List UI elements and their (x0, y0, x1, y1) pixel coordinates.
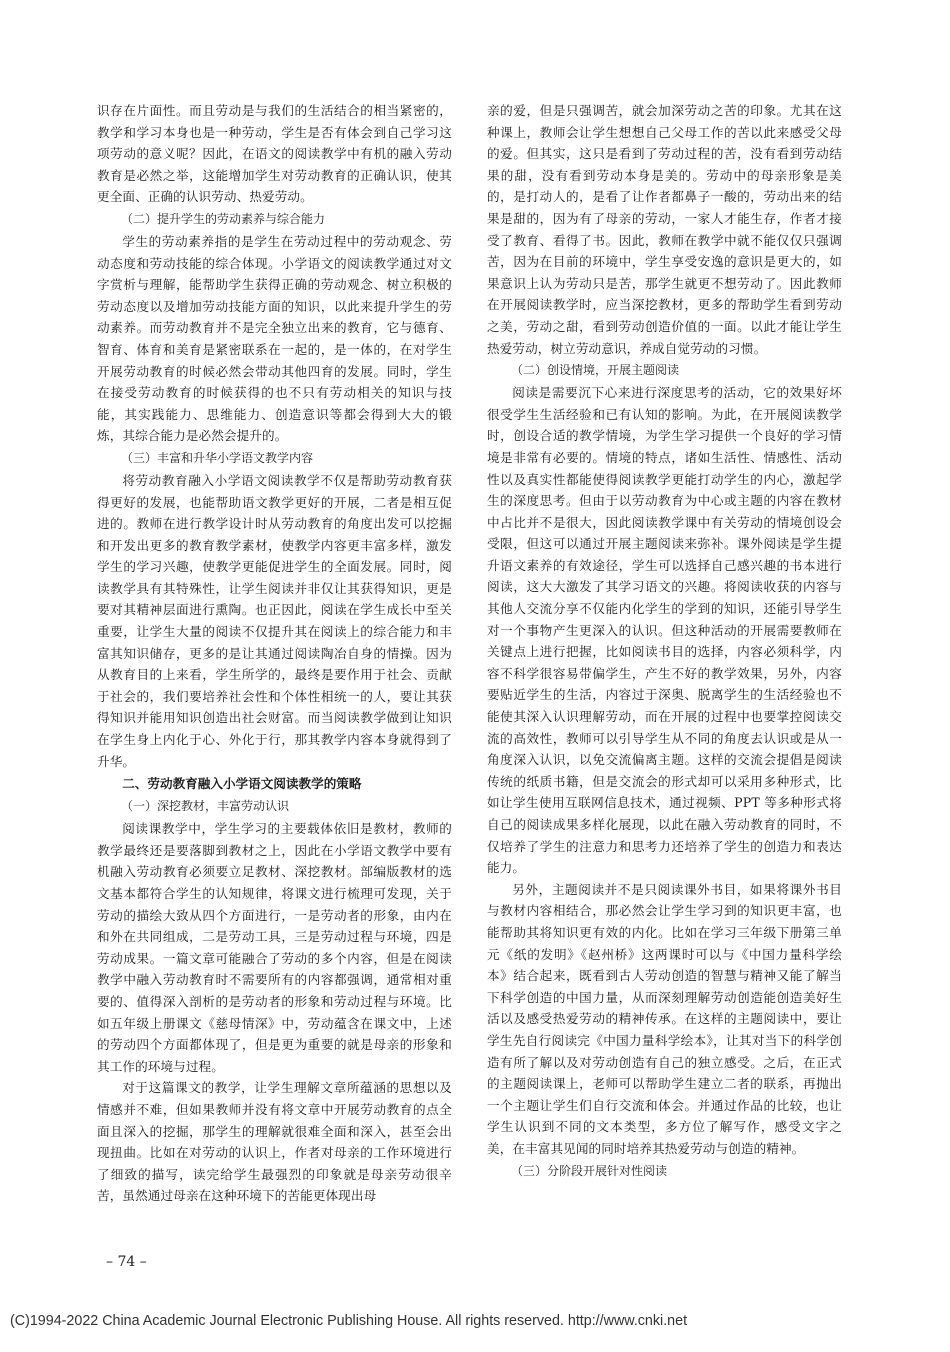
paragraph: 对于这篇课文的教学，让学生理解文章所蕴涵的思想以及情感并不难，但如果教师并没有将文章中开展劳动教育的点全面且深入的挖掘，那学生的理解就很难全面和深入，甚至会出现扭曲。比如在对劳动的认识上，作者对母亲的工作环境进行了细致的描写，读完给学生最强烈的印象就是母亲劳动很辛苦，虽然通过母亲在这种环境下的苦能更体现出母 (97, 1080, 452, 1204)
section-heading: 二、劳动教育融入小学语文阅读教学的策略 (122, 776, 362, 792)
paragraph: 识存在片面性。而且劳动是与我们的生活结合的相当紧密的，教学和学习本身也是一种劳动，学生是否有体会到自己学习这项劳动的意义呢？因此，在语文的阅读教学中有机的融入劳动教育是必然之举，这能增加学生对劳动教育的正确认识，使其更全面、正确的认识劳动、热爱劳动。 (97, 103, 452, 205)
left-column (97, 100, 452, 1207)
subsection-heading: （三）丰富和升华小学语文教学内容 (121, 450, 314, 465)
footer-copyright: (C)1994-2022 China Academic Journal Electronic Publishing House. All rights reserved. http://www.cnki.net (10, 1313, 688, 1329)
paragraph: 阅读是需要沉下心来进行深度思考的活动，它的效果好坏很受学生生活经验和已有认知的影响。为此，在开展阅读教学时，创设合适的教学情境，为学生学习提供一个良好的学习情境是非常有必要的。情境的特点，诸如生活性、情感性、活动性以及真实性都能使得阅读教学更能打动学生的内心，激起学生的深度思考。但由于以劳动教育为中心或主题的内容在教材中占比并不是很大，因此阅读教学课中有关劳动的情境创设会受限，但这可以通过开展主题阅读来弥补。课外阅读是学生提升语文素养的有效途径，学生可以选择自己感兴趣的书本进行阅读，这大大激发了其学习语文的兴趣。将阅读收获的内容与其他人交流分享不仅能内化学生的学到的知识，还能引导学生对一个事物产生更深入的认识。但这种活动的开展需要教师在关键点上进行把握，比如阅读书目的选择，内容必须科学，内容不科学很容易带偏学生，产生不好的教学效果，另外，内容要贴近学生的生活，内容过于深奥、脱离学生的生活经验也不能使其深入认识理解劳动，而在开展的过程中也要掌控阅读交流的高效性，教师可以引导学生从不同的角度去认识或是从一角度深入认识，以免交流偏离主题。这样的交流会提倡是阅读传统的纸质书籍，但是交流会的形式却可以采用多种形式，比如让学生使用互联网信息技术，通过视频、PPT 等多种形式将自己的阅读成果多样化展现，以此在融入劳动教育的同时，不仅培养了学生的注意力和思考力还培养了学生的创造力和表达能力。 (487, 385, 842, 876)
right-column (487, 100, 842, 1183)
subsection-heading: （一）深挖教材，丰富劳动认识 (121, 799, 290, 814)
paragraph: 另外，主题阅读并不是只阅读课外书目，如果将课外书目与教材内容相结合，那必然会让学生学习到的知识更丰富，也能帮助其将知识更有效的内化。比如在学习三年级下册第三单元《纸的发明》《赵州桥》这两课时可以与《中国力量科学绘本》结合起来，既看到古人劳动创造的智慧与精神又能了解当下科学创造的中国力量，从而深刻理解劳动创造能创造美好生活以及感受热爱劳动的精神传承。在这样的主题阅读中，要让学生先自行阅读完《中国力量科学绘本》，让其对当下的科学创造有所了解以及对劳动创造有自己的独立感受。之后，在正式的主题阅读课上，老师可以帮助学生建立二者的联系，再抛出一个主题让学生们自行交流和体会。并通过作品的比较，也让学生认识到不同的文本类型，多方位了解写作，感受文字之美，在丰富其见闻的同时培养其热爱劳动与创造的精神。 (487, 881, 842, 1156)
page-number: – 74 – (106, 1254, 147, 1270)
paragraph: 亲的爱，但是只强调苦，就会加深劳动之苦的印象。尤其在这种课上，教师会让学生想想自己父母工作的苦以此来感受父母的爱。但其实，这只是看到了劳动过程的苦，没有看到劳动结果的甜，没有看到劳动本身是美的。劳动中的母亲形象是美的，是打动人的，是看了让作者都鼻子一酸的，劳动出来的结果是甜的，因为有了母亲的劳动，一家人才能生存，作者才接受了教育、看得了书。因此，教师在教学中就不能仅仅只强调苦，因为在目前的环境中，学生享受安逸的意识是更大的，如果意识上认为劳动只是苦，那学生就更不想劳动了。因此教师在开展阅读教学时，应当深挖教材，更多的帮助学生看到劳动之美，劳动之甜，看到劳动创造价值的一面。以此才能让学生热爱劳动，树立劳动意识，养成自觉劳动的习惯。 (487, 103, 842, 356)
subsection-heading: （二）创设情境，开展主题阅读 (511, 363, 680, 378)
paragraph: 阅读课教学中，学生学习的主要载体依旧是教材，教师的教学最终还是要落脚到教材之上，因此在小学语文教学中要有机融入劳动教育必须要立足教材、深挖教材。部编版教材的选文基本都符合学生的认知规律，将课文进行梳理可发现，关于劳动的描绘大致从四个方面进行，一是劳动者的形象，由内在和外在共同组成，二是劳动工具，三是劳动过程与环境，四是劳动成果。一篇文章可能融合了劳动的多个内容，但是在阅读教学中融入劳动教育时不需要所有的内容都强调，通常相对重要的、值得深入剖析的是劳动者的形象和劳动过程与环境。比如五年级上册课文《慈母情深》中，劳动蕴含在课文中，上述的劳动四个方面都体现了，但是更为重要的就是母亲的形象和其工作的环境与过程。 (97, 821, 452, 1074)
subsection-heading: （二）提升学生的劳动素养与综合能力 (121, 211, 326, 226)
paragraph: 学生的劳动素养指的是学生在劳动过程中的劳动观念、劳动态度和劳动技能的综合体现。小学语文的阅读教学通过对文字赏析与理解，能帮助学生获得正确的劳动观念、树立积极的劳动态度以及增加劳动技能方面的知识，以此来提升学生的劳动素养。而劳动教育并不是完全独立出来的教育，它与德育、智育、体育和美育是紧密联系在一起的，是一体的，在对学生开展劳动教育的时候必然会带动其他四育的发展。同时，学生在接受劳动教育的时候获得的也不只有劳动相关的知识与技能，其实践能力、思维能力、创造意识等都会得到大大的锻炼，其综合能力是必然会提升的。 (97, 233, 452, 444)
paragraph: 将劳动教育融入小学语文阅读教学不仅是帮助劳动教育获得更好的发展，也能帮助语文教学更好的开展，二者是相互促进的。教师在进行教学设计时从劳动教育的角度出发可以挖掘和开发出更多的教育教学素材，使教学内容更丰富多样，激发学生的学习兴趣，使教学更能促进学生的全面发展。同时，阅读教学具有其特殊性，让学生阅读并非仅让其获得知识，更是要对其精神层面进行熏陶。也正因此，阅读在学生成长中至关重要，让学生大量的阅读不仅提升其在阅读上的综合能力和丰富其知识储存，更多的是让其通过阅读陶冶自身的情操。因为从教育目的上来看，学生所学的，最终是要作用于社会、贡献于社会的，我们要培养社会性和个体性相统一的人，要让其获得知识并能用知识创造出社会财富。而当阅读教学做到让知识在学生身上内化于心、外化于行，那其教学内容本身就得到了升华。 (97, 472, 452, 769)
subsection-heading: （三）分阶段开展针对性阅读 (511, 1163, 668, 1178)
